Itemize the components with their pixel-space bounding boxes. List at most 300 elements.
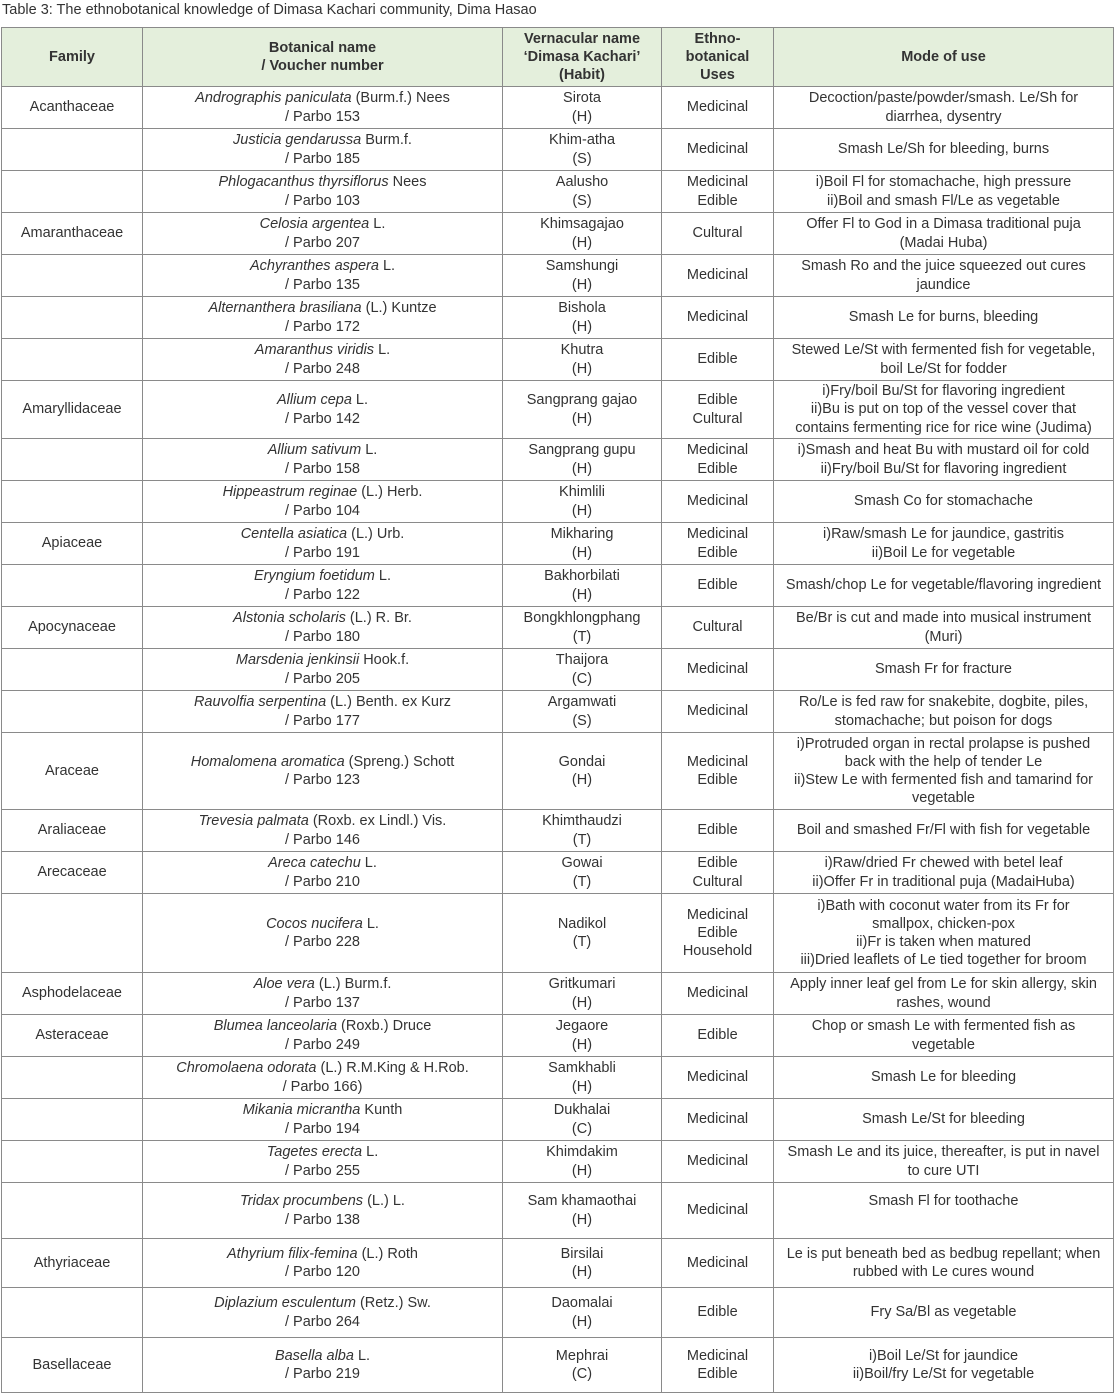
vernacular-name: Nadikol [557,915,607,932]
species-author: (L.) Kuntze [361,300,437,317]
family-cell [2,691,143,733]
table-header-row [2,28,1114,87]
vernacular-name-cell [503,213,662,255]
mode-of-use-cell [774,733,1114,810]
use-category: Medicinal [686,493,749,510]
species-author: L. [374,342,391,359]
vernacular-name: Dukhalai [553,1102,611,1119]
vernacular-name: Khimthaudzi [542,813,622,830]
family-cell [2,894,143,973]
habit: (T) [572,873,592,890]
vernacular-name-cell [503,171,662,213]
species-author: (Roxb. ex Lindl.) Vis. [308,813,447,830]
table-row [2,810,1114,852]
vernacular-name: Sangprang gajao [526,392,638,409]
header-mode-of-use: Mode of use [774,28,1114,87]
vernacular-name-cell [503,1141,662,1183]
botanical-name-cell [143,1141,503,1183]
table-row [2,1141,1114,1183]
voucher-number: / Parbo 146 [285,831,360,848]
mode-line: jaundice [916,276,971,293]
table-row [2,649,1114,691]
voucher-number: / Parbo 255 [285,1162,360,1179]
species-name: Blumea lanceolaria [213,1018,338,1035]
voucher-number: / Parbo 122 [285,586,360,603]
habit: (C) [571,670,593,687]
use-category: Medicinal [686,1202,749,1219]
voucher-number: / Parbo 153 [285,108,360,125]
mode-line: ii)Fr is taken when matured [856,934,1031,950]
botanical-name-cell [143,213,503,255]
botanical-name-cell [143,339,503,381]
use-category: Edible [697,192,738,209]
botanical-name-cell [143,87,503,129]
mode-of-use-cell [774,1057,1114,1099]
vernacular-name-cell [503,1338,662,1393]
vernacular-name-cell [503,565,662,607]
species-author: (Spreng.) Schott [344,753,455,770]
species-author: (L.) R.M.King & H.Rob. [316,1060,469,1077]
botanical-name-cell [143,255,503,297]
mode-of-use-cell [774,213,1114,255]
vernacular-name: Sirota [563,90,601,107]
mode-line: Smash Fr for fracture [875,661,1012,678]
species-author: (Roxb.) Druce [337,1018,432,1035]
use-category: Edible [697,392,738,409]
header-vernacular-name: Vernacular name ‘Dimasa Kachari’ (Habit) [503,28,662,87]
species-name: Tagetes erecta [266,1144,363,1161]
family-cell: Asteraceae [2,1015,143,1057]
species-name: Alternanthera brasiliana [208,300,362,317]
mode-line: diarrhea, dysentry [885,108,1002,125]
vernacular-name: Daomalai [551,1295,613,1312]
voucher-number: / Parbo 104 [285,502,360,519]
habit: (H) [571,586,593,603]
table-row [2,1057,1114,1099]
uses-cell [662,565,774,607]
uses-cell [662,171,774,213]
ethnobotany-table [1,27,1114,1393]
uses-cell [662,439,774,481]
table-row [2,481,1114,523]
voucher-number: / Parbo 103 [285,192,360,209]
family-cell [2,439,143,481]
species-author: (L.) Roth [357,1245,418,1262]
use-category: Medicinal [686,309,749,326]
habit: (H) [571,544,593,561]
vernacular-name-cell [503,733,662,810]
species-author: (Burm.f.) Nees [351,90,450,107]
mode-line: to cure UTI [907,1162,980,1179]
use-category: Cultural [692,873,743,890]
uses-cell [662,810,774,852]
table-row [2,894,1114,973]
mode-line: contains fermenting rice for rice wine (Judima) [795,419,1092,436]
species-author: (L.) Benth. ex Kurz [326,694,452,711]
vernacular-name-cell [503,481,662,523]
voucher-number: / Parbo 191 [285,544,360,561]
use-category: Cultural [692,619,743,636]
species-name: Phlogacanthus thyrsiflorus [218,174,389,191]
mode-of-use-cell [774,129,1114,171]
voucher-number: / Parbo 172 [285,318,360,335]
mode-line: Smash Le for burns, bleeding [848,309,1039,326]
vernacular-name: Gondai [558,753,606,770]
mode-line: Smash Le and its juice, thereafter, is put in navel [787,1144,1100,1161]
uses-cell [662,87,774,129]
habit: (S) [572,150,592,167]
habit: (H) [571,460,593,477]
voucher-number: / Parbo 158 [285,460,360,477]
species-author: L. [369,216,386,233]
vernacular-name: Gowai [561,855,603,872]
mode-line: Apply inner leaf gel from Le for skin allergy, skin [790,976,1097,993]
mode-line: rashes, wound [896,994,991,1011]
table-row [2,691,1114,733]
habit: (C) [571,1120,593,1137]
header-family: Family [2,28,143,87]
table-row [2,1099,1114,1141]
table-row [2,171,1114,213]
mode-line: ii)Boil/fry Le/St for vegetable [852,1366,1035,1382]
mode-line: vegetable [912,1036,975,1053]
header-uses: Ethno- botanical Uses [662,28,774,87]
species-author: L. [362,915,379,932]
mode-line: Be/Br is cut and made into musical instrument [796,610,1091,627]
voucher-number: / Parbo 207 [285,234,360,251]
voucher-number: / Parbo 138 [285,1211,360,1228]
family-cell: Acanthaceae [2,87,143,129]
habit: (H) [571,1264,593,1280]
mode-line: i)Raw/smash Le for jaundice, gastritis [823,526,1064,543]
habit: (H) [571,108,593,125]
uses-cell [662,1099,774,1141]
use-category: Edible [697,1304,738,1321]
vernacular-name-cell [503,339,662,381]
family-cell: Araliaceae [2,810,143,852]
voucher-number: / Parbo 205 [285,670,360,687]
mode-line: Smash Co for stomachache [854,493,1033,510]
habit: (H) [571,502,593,519]
family-cell [2,1141,143,1183]
family-cell: Amaryllidaceae [2,381,143,439]
vernacular-name: Mikharing [550,526,614,543]
use-category: Medicinal [686,526,749,543]
table-row [2,339,1114,381]
botanical-name-cell [143,297,503,339]
mode-line: back with the help of tender Le [844,753,1043,770]
mode-line: i)Fry/boil Bu/St for flavoring ingredient [822,383,1065,400]
use-category: Cultural [692,410,743,427]
mode-line: ii)Stew Le with fermented fish and tamarind for [794,772,1093,788]
voucher-number: / Parbo 180 [285,628,360,645]
mode-line: ii)Boil and smash Fl/Le as vegetable [827,192,1060,209]
botanical-name-cell [143,565,503,607]
mode-line: i)Bath with coconut water from its Fr for [817,897,1070,914]
table-row [2,607,1114,649]
table-row [2,733,1114,810]
species-name: Homalomena aromatica [190,753,345,770]
uses-cell [662,255,774,297]
use-category: Edible [697,855,738,872]
use-category: Medicinal [686,661,749,678]
use-category: Medicinal [686,267,749,284]
species-name: Trevesia palmata [198,813,309,830]
uses-cell [662,607,774,649]
mode-of-use-cell [774,565,1114,607]
uses-cell [662,381,774,439]
vernacular-name-cell [503,810,662,852]
use-category: Edible [697,1366,738,1382]
uses-cell [662,523,774,565]
species-name: Alstonia scholaris [233,610,346,627]
species-author: L. [362,1144,379,1161]
vernacular-name: Thaijora [555,652,609,669]
species-name: Mikania micrantha [242,1102,361,1119]
vernacular-name-cell [503,607,662,649]
vernacular-name-cell [503,1183,662,1239]
vernacular-name-cell [503,523,662,565]
habit: (H) [571,1313,593,1330]
mode-line: ii)Bu is put on top of the vessel cover that [810,401,1077,418]
vernacular-name-cell [503,649,662,691]
use-category: Medicinal [686,1153,749,1170]
mode-of-use-cell [774,1338,1114,1393]
mode-line: ii)Boil Le for vegetable [871,544,1016,561]
species-author: L. [353,1347,371,1364]
table-row [2,255,1114,297]
mode-line: rubbed with Le cures wound [852,1264,1035,1280]
vernacular-name-cell [503,381,662,439]
table-row [2,565,1114,607]
species-name: Marsdenia jenkinsii [235,652,360,669]
table-row [2,439,1114,481]
species-name: Chromolaena odorata [176,1060,317,1077]
use-category: Medicinal [686,442,749,459]
family-cell: Araceae [2,733,143,810]
vernacular-name-cell [503,439,662,481]
uses-cell [662,1057,774,1099]
species-author: (L.) Burm.f. [314,976,392,993]
family-cell: Apiaceae [2,523,143,565]
mode-line: Smash Le/Sh for bleeding, burns [837,141,1050,158]
habit: (H) [571,410,593,427]
family-cell [2,297,143,339]
mode-of-use-cell [774,87,1114,129]
vernacular-name-cell [503,973,662,1015]
uses-cell [662,852,774,894]
species-name: Cocos nucifera [266,915,363,932]
family-cell [2,1099,143,1141]
table-row [2,381,1114,439]
botanical-name-cell [143,810,503,852]
species-author: L. [361,442,378,459]
mode-line: ii)Fry/boil Bu/St for flavoring ingredient [820,460,1067,477]
voucher-number: / Parbo 166) [282,1078,363,1095]
habit: (H) [571,1036,593,1053]
family-cell: Athyriaceae [2,1239,143,1288]
habit: (S) [572,192,592,209]
mode-line: iii)Dried leaflets of Le tied together for broom [800,952,1087,969]
mode-line: Le is put beneath bed as bedbug repellant; when [786,1245,1101,1262]
family-cell [2,339,143,381]
species-author: (L.) Urb. [347,526,405,543]
mode-line: i)Protruded organ in rectal prolapse is pushed [796,735,1091,752]
family-cell: Amaranthaceae [2,213,143,255]
family-cell [2,1288,143,1338]
table-row [2,1288,1114,1338]
vernacular-name: Argamwati [547,694,617,711]
vernacular-name: Mephrai [555,1347,609,1364]
family-cell [2,565,143,607]
table-row [2,297,1114,339]
voucher-number: / Parbo 210 [285,873,360,890]
botanical-name-cell [143,1057,503,1099]
species-name: Allium cepa [276,392,352,409]
table-row [2,1183,1114,1239]
voucher-number: / Parbo 194 [285,1120,360,1137]
uses-cell [662,1183,774,1239]
uses-cell [662,1338,774,1393]
mode-line: Offer Fl to God in a Dimasa traditional puja [806,216,1081,233]
mode-line: Smash Fl for toothache [868,1193,1019,1210]
habit: (H) [571,318,593,335]
table-row [2,1338,1114,1393]
header-botanical-name: Botanical name / Voucher number [143,28,503,87]
mode-line: i)Boil Le/St for jaundice [868,1347,1019,1364]
botanical-name-cell [143,1015,503,1057]
use-category: Medicinal [686,1069,749,1086]
habit: (H) [571,1078,593,1095]
species-author: Burm.f. [361,132,412,149]
mode-line: boil Le/St for fodder [880,360,1007,377]
family-cell [2,171,143,213]
voucher-number: / Parbo 135 [285,276,360,293]
vernacular-name-cell [503,852,662,894]
mode-of-use-cell [774,339,1114,381]
use-category: Medicinal [686,906,749,923]
mode-of-use-cell [774,973,1114,1015]
uses-cell [662,297,774,339]
vernacular-name-cell [503,87,662,129]
habit: (H) [571,772,593,788]
species-author: L. [374,568,391,585]
mode-line: stomachache; but poison for dogs [834,712,1053,729]
uses-cell [662,1141,774,1183]
mode-of-use-cell [774,649,1114,691]
table-row [2,87,1114,129]
use-category: Edible [697,772,738,788]
voucher-number: / Parbo 123 [285,772,360,788]
table-row [2,1015,1114,1057]
voucher-number: / Parbo 248 [285,360,360,377]
use-category: Edible [697,460,738,477]
habit: (T) [572,934,592,950]
botanical-name-cell [143,973,503,1015]
habit: (H) [571,276,593,293]
mode-line [776,1211,1111,1229]
use-category: Medicinal [686,141,749,158]
mode-of-use-cell [774,171,1114,213]
botanical-name-cell [143,691,503,733]
species-author: (L.) Herb. [357,484,423,501]
botanical-name-cell [143,607,503,649]
vernacular-name: Gritkumari [548,976,616,993]
family-cell [2,129,143,171]
uses-cell [662,733,774,810]
mode-line: smallpox, chicken-pox [872,915,1015,932]
use-category: Edible [697,822,738,839]
uses-cell [662,1288,774,1338]
uses-cell [662,213,774,255]
species-name: Centella asiatica [240,526,348,543]
species-name: Rauvolfia serpentina [193,694,327,711]
table-row [2,973,1114,1015]
mode-line: Smash Ro and the juice squeezed out cures [801,258,1086,275]
mode-line: Smash Le/St for bleeding [862,1111,1025,1128]
species-author: L. [378,258,396,275]
habit: (T) [572,628,592,645]
mode-of-use-cell [774,810,1114,852]
botanical-name-cell [143,381,503,439]
species-name: Amaranthus viridis [254,342,375,359]
mode-line: i)Raw/dried Fr chewed with betel leaf [824,855,1063,872]
species-name: Tridax procumbens [240,1193,364,1210]
species-name: Celosia argentea [259,216,370,233]
species-name: Achyranthes aspera [249,258,379,275]
botanical-name-cell [143,733,503,810]
vernacular-name: Khimsagajao [540,216,624,233]
use-category: Edible [697,1027,738,1044]
habit: (H) [571,1162,593,1179]
species-author: (Retz.) Sw. [355,1295,431,1312]
habit: (H) [571,360,593,377]
mode-line: Smash Le for bleeding [870,1069,1017,1086]
vernacular-name-cell [503,297,662,339]
use-category: Medicinal [686,703,749,720]
family-cell [2,481,143,523]
voucher-number: / Parbo 264 [285,1313,360,1330]
mode-of-use-cell [774,1141,1114,1183]
use-category: Edible [697,577,738,594]
table-body [2,87,1114,1393]
use-category: Edible [697,544,738,561]
vernacular-name-cell [503,1239,662,1288]
voucher-number: / Parbo 185 [285,150,360,167]
species-name: Diplazium esculentum [214,1295,356,1312]
vernacular-name: Aalusho [555,174,609,191]
vernacular-name: Bakhorbilati [544,568,620,585]
family-cell: Arecaceae [2,852,143,894]
habit: (H) [571,994,593,1011]
mode-of-use-cell [774,691,1114,733]
vernacular-name: Khimlili [559,484,605,501]
mode-of-use-cell [774,439,1114,481]
mode-line: vegetable [912,790,975,807]
mode-of-use-cell [774,381,1114,439]
uses-cell [662,481,774,523]
species-name: Andrographis paniculata [195,90,352,107]
species-name: Hippeastrum reginae [222,484,358,501]
vernacular-name: Samshungi [545,258,619,275]
mode-line: (Muri) [924,628,963,645]
mode-line: Ro/Le is fed raw for snakebite, dogbite, piles, [798,694,1089,711]
voucher-number: / Parbo 177 [285,712,360,729]
voucher-number: / Parbo 137 [285,994,360,1011]
botanical-name-cell [143,481,503,523]
species-author: (L.) R. Br. [345,610,412,627]
uses-cell [662,691,774,733]
